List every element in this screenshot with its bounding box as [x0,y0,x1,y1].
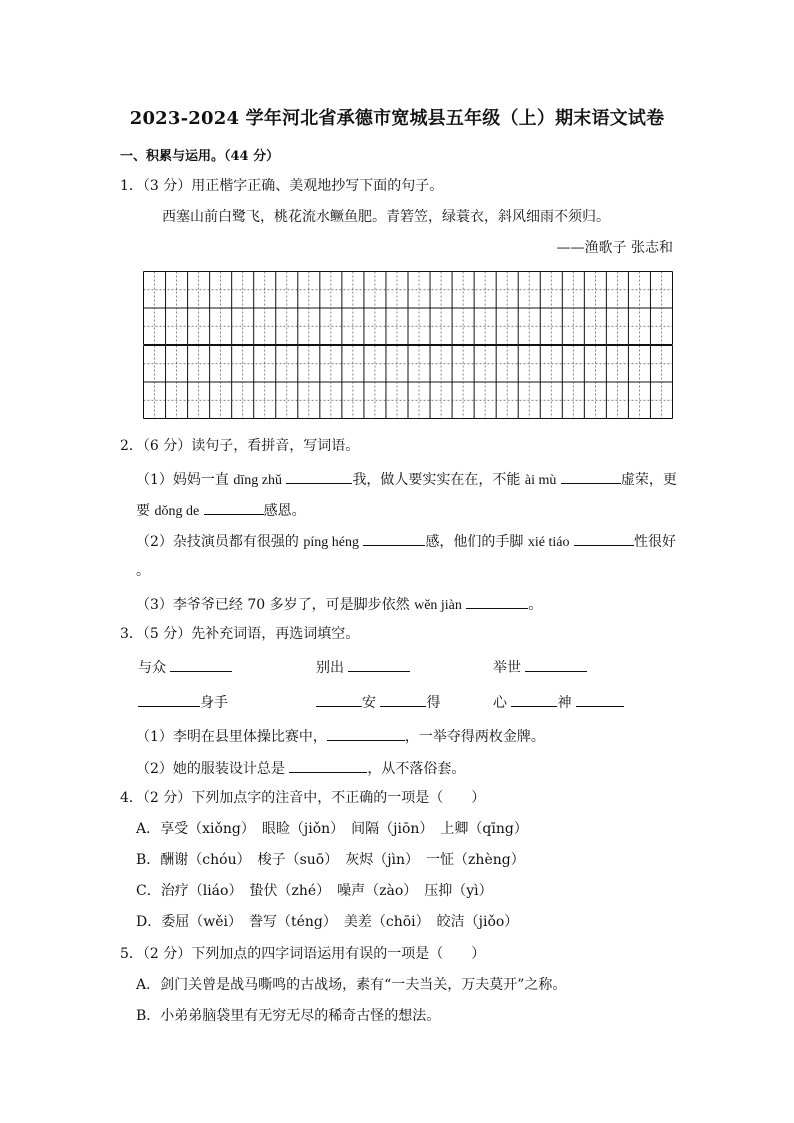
poem-source: ——渔歌子 张志和 [556,240,673,256]
q2-sentence-2-cont: 。 [136,563,150,579]
q4-option-a: A．享受（xiǒng） 眼睑（jiǒn） 间隔（jiōn） 上卿（qīng） [136,821,528,837]
idiom-part: 举世 [493,660,521,676]
answer-blank[interactable] [286,469,352,484]
q2-sentence-1 [136,469,677,490]
writing-grid-bottom-svg [143,345,673,419]
answer-blank[interactable] [525,657,587,672]
q3-s2-part-b: ，从不落俗套。 [367,761,466,777]
q3-sentence-2 [136,758,465,778]
q4-option-c: C．治疗（liáo） 蛰伏（zhé） 噪声（zào） 压抑（yì） [136,883,493,899]
section-heading: 一、积累与运用。（44 分） [120,149,280,164]
writing-grid-bottom [143,345,673,419]
q2-s2-part-b: 感，他们的手脚 [425,534,524,550]
answer-blank[interactable] [316,692,362,707]
answer-blank[interactable] [574,531,634,546]
page-title: 2023-2024 学年河北省承德市宽城县五年级（上）期末语文试卷 [129,108,665,129]
q2-sentence-3 [136,594,542,615]
q2-s1-part-a: （1）妈妈一直 [136,472,229,488]
poem-text: 西塞山前白鹭飞，桃花流水鳜鱼肥。青箬笠，绿蓑衣，斜风细雨不须归。 [162,209,610,225]
answer-blank[interactable] [363,531,425,546]
question-5-heading: 5．（2 分）下列加点的四字词语运用有误的一项是（ ） [120,946,486,962]
writing-grid-top [143,271,673,345]
pinyin-pingheng: píng héng [303,535,359,550]
idiom-biechu [316,657,410,677]
answer-blank[interactable] [576,692,624,707]
question-3-heading: 3．（5 分）先补充词语，再选词填空。 [120,626,360,642]
q5-option-a: A．剑门关曾是战马嘶鸣的古战场，素有“一夫当关，万夫莫开”之称。 [136,977,567,993]
q3-s1-part-b: ，一举夺得两枚金牌。 [404,729,545,745]
q2-s1-part-d: 要 [136,503,150,519]
q3-s1-part-a: （1）李明在县里体操比赛中， [136,729,327,745]
idiom-part: 别出 [316,660,344,676]
idiom-part: 安 [362,695,376,711]
answer-blank[interactable] [170,657,232,672]
idiom-xin-shen [493,692,624,712]
q3-sentence-1 [136,726,545,746]
answer-blank[interactable] [327,726,405,741]
answer-blank[interactable] [466,594,528,609]
q2-s3-part-b: 。 [528,597,543,613]
q2-sentence-1-cont [136,500,306,521]
answer-blank[interactable] [511,692,557,707]
pinyin-aimu: ài mù [524,473,557,488]
q4-option-b: B．酬谢（chóu） 梭子（suō） 灰烬（jìn） 一怔（zhèng） [136,852,525,868]
q4-option-d: D．委屈（wěi） 誊写（téng） 美差（chōi） 皎洁（jiǒo） [136,914,519,930]
q3-s2-part-a: （2）她的服装设计总是 [136,761,285,777]
answer-blank[interactable] [138,692,200,707]
answer-blank[interactable] [289,758,367,773]
writing-grid-top-svg [143,271,673,345]
q2-sentence-2 [136,531,676,552]
q2-s3-part-a: （3）李爷爷已经 70 多岁了，可是脚步依然 [136,597,410,613]
question-4-heading: 4．（2 分）下列加点字的注音中，不正确的一项是（ ） [120,790,486,806]
q2-s1-part-e: 感恩。 [263,503,306,519]
pinyin-dongde: dǒng de [154,504,200,519]
pinyin-dingzhu: dīng zhǔ [233,473,282,488]
question-2-heading: 2．（6 分）读句子，看拼音，写词语。 [120,438,360,454]
idiom-jushi [493,657,587,677]
question-1-heading: 1．（3 分）用正楷字正确、美观地抄写下面的句子。 [120,178,444,194]
q2-s1-part-c: 虚荣，更 [620,472,677,488]
pinyin-wenjian: wěn jiàn [414,598,462,613]
q5-option-b: B．小弟弟脑袋里有无穷无尽的稀奇古怪的想法。 [136,1008,441,1024]
pinyin-xietiao: xié tiáo [527,535,570,550]
answer-blank[interactable] [561,469,621,484]
idiom-shenshou [138,692,228,712]
answer-blank[interactable] [204,500,264,515]
q2-s2-part-c: 性很好 [633,534,676,550]
q2-s2-part-a: （2）杂技演员都有很强的 [136,534,299,550]
idiom-yuzhong [138,657,232,677]
idiom-part: 神 [557,695,572,711]
q2-s1-part-b: 我，做人要实实在在，不能 [352,472,521,488]
idiom-part: 得 [426,695,441,711]
idiom-part: 身手 [200,695,228,711]
idiom-part: 与众 [138,660,166,676]
answer-blank[interactable] [348,657,410,672]
answer-blank[interactable] [380,692,426,707]
idiom-part: 心 [493,695,507,711]
idiom-an-de [316,692,440,712]
